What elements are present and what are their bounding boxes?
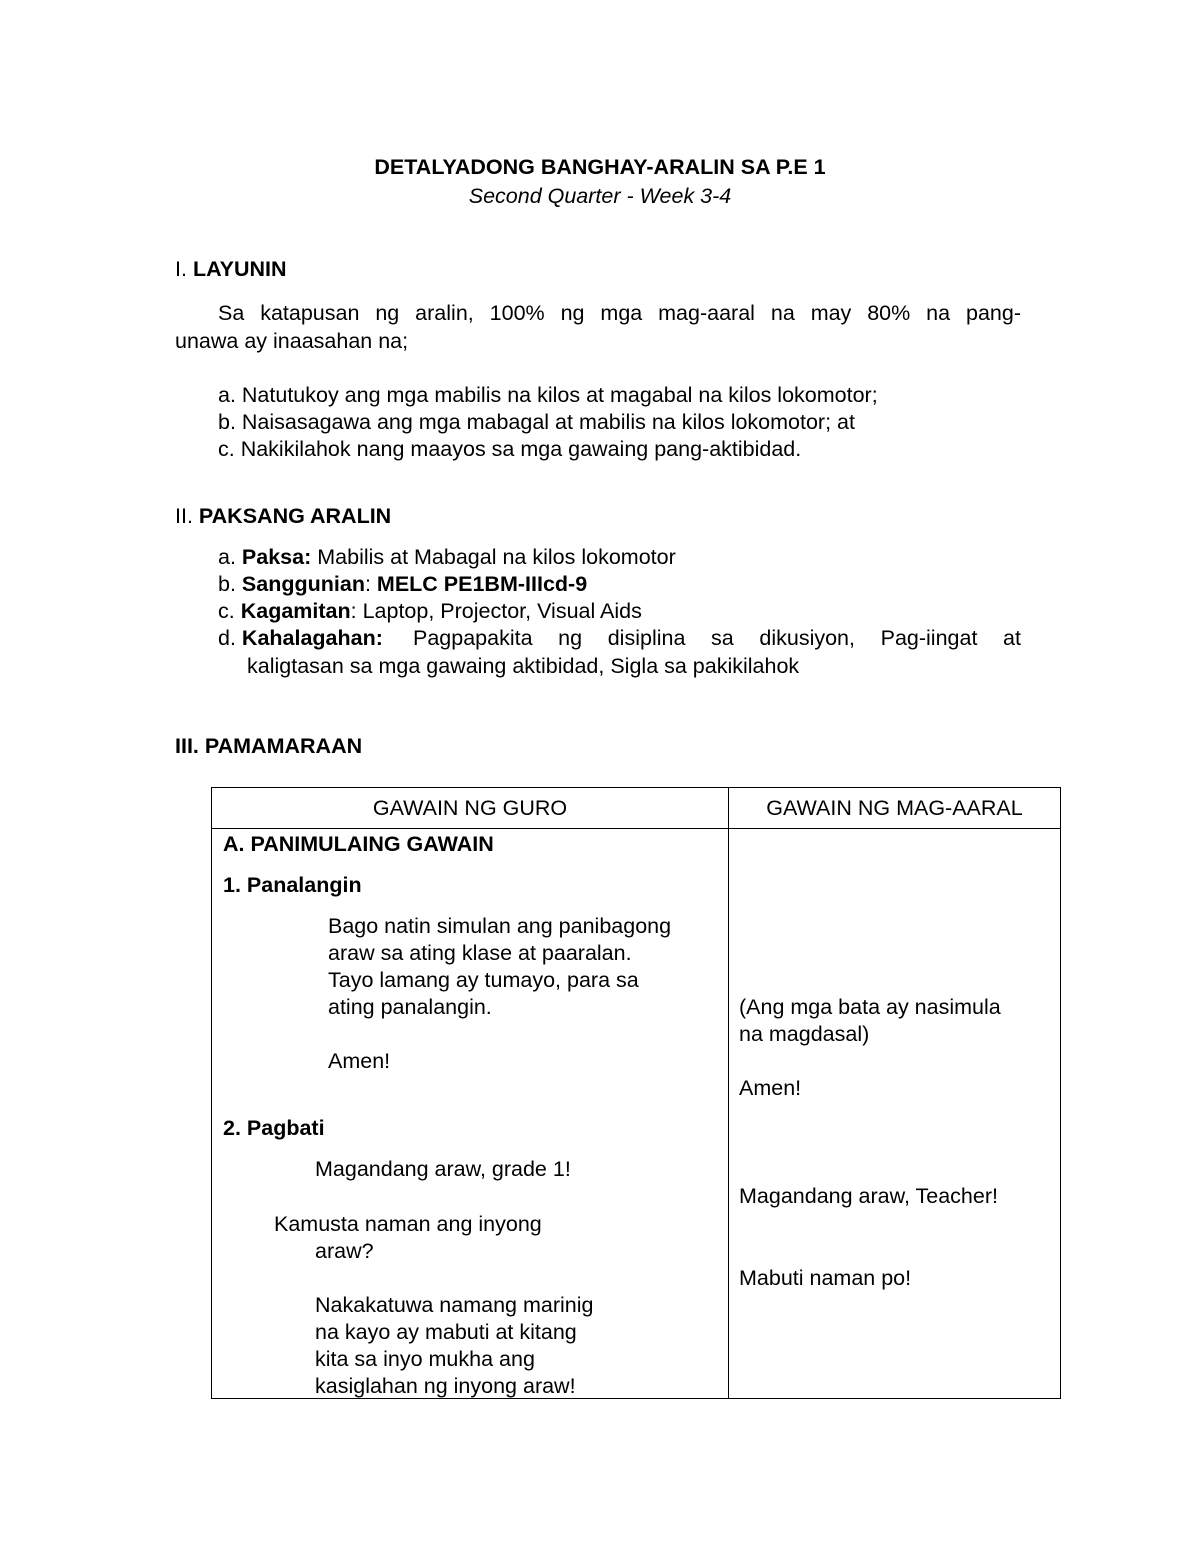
prayer-line: ating panalangin. [328,995,492,1019]
student-greeting: Magandang araw, Teacher! [739,1184,998,1208]
teacher-column-header: GAWAIN NG GURO [212,788,729,829]
student-answer: Mabuti naman po! [739,1266,912,1290]
paksa-item: a. Paksa: Mabilis at Mabagal na kilos lokomotor [218,545,676,569]
part-a-heading: A. PANIMULAING GAWAIN [223,832,494,856]
section-title: LAYUNIN [192,257,287,281]
pagbati-heading: 2. Pagbati [223,1116,325,1140]
teacher-response-line: kita sa inyo mukha ang [315,1347,535,1371]
teacher-cell [212,829,729,1399]
kagamitan-item: c. Kagamitan: Laptop, Projector, Visual Aids [218,599,642,623]
prayer-line: araw sa ating klase at paaralan. [328,941,632,965]
prayer-line: Tayo lamang ay tumayo, para sa [328,968,639,992]
section-title: PAKSANG ARALIN [198,504,392,528]
kahalagahan-item: d. Kahalagahan: Pagpapakita ng disiplina sa dikusiyon, Pag-iingat at [218,626,1021,650]
layunin-intro-line1: Sa katapusan ng aralin, 100% ng mga mag-aaral na may 80% na pang- [218,301,1021,325]
document-title: DETALYADONG BANGHAY-ARALIN SA P.E 1 [374,155,826,179]
document-subtitle: Second Quarter - Week 3-4 [468,184,732,208]
section-layunin-heading [175,257,287,282]
teacher-question-line1: Kamusta naman ang inyong [274,1212,542,1236]
section-pamamaraan-heading: III. PAMAMARAAN [175,734,363,758]
teacher-greeting: Magandang araw, grade 1! [315,1157,571,1181]
student-column-header: GAWAIN NG MAG-AARAL [729,788,1061,829]
section-paksang-aralin-heading [175,504,391,529]
panalangin-heading: 1. Panalangin [223,873,362,897]
section-numeral: I. [175,257,187,281]
objective-item: b. Naisasagawa ang mga mabagal at mabilis na kilos lokomotor; at [218,410,855,434]
objective-item: a. Natutukoy ang mga mabilis na kilos at magabal na kilos lokomotor; [218,383,878,407]
sanggunian-item: b. Sanggunian: MELC PE1BM-IIIcd-9 [218,572,588,596]
teacher-response-line: Nakakatuwa namang marinig [315,1293,594,1317]
table-row [212,829,1061,1399]
student-amen: Amen! [739,1076,802,1100]
student-cell [729,829,1061,1399]
teacher-response-line: kasiglahan ng inyong araw! [315,1374,576,1398]
student-prayer-line2: na magdasal) [739,1022,870,1046]
table-header-row [212,788,1061,829]
teacher-amen: Amen! [328,1049,391,1073]
section-numeral: II. [175,504,193,528]
procedure-table [211,787,1061,1399]
student-prayer-line1: (Ang mga bata ay nasimula [739,995,1001,1019]
prayer-line: Bago natin simulan ang panibagong [328,914,672,938]
kahalagahan-line2: kaligtasan sa mga gawaing aktibidad, Sigla sa pakikilahok [247,654,800,678]
layunin-intro-line2: unawa ay inaasahan na; [175,329,409,353]
teacher-response-line: na kayo ay mabuti at kitang [315,1320,577,1344]
objective-item: c. Nakikilahok nang maayos sa mga gawaing pang-aktibidad. [218,437,802,461]
teacher-question-line2: araw? [315,1239,374,1263]
